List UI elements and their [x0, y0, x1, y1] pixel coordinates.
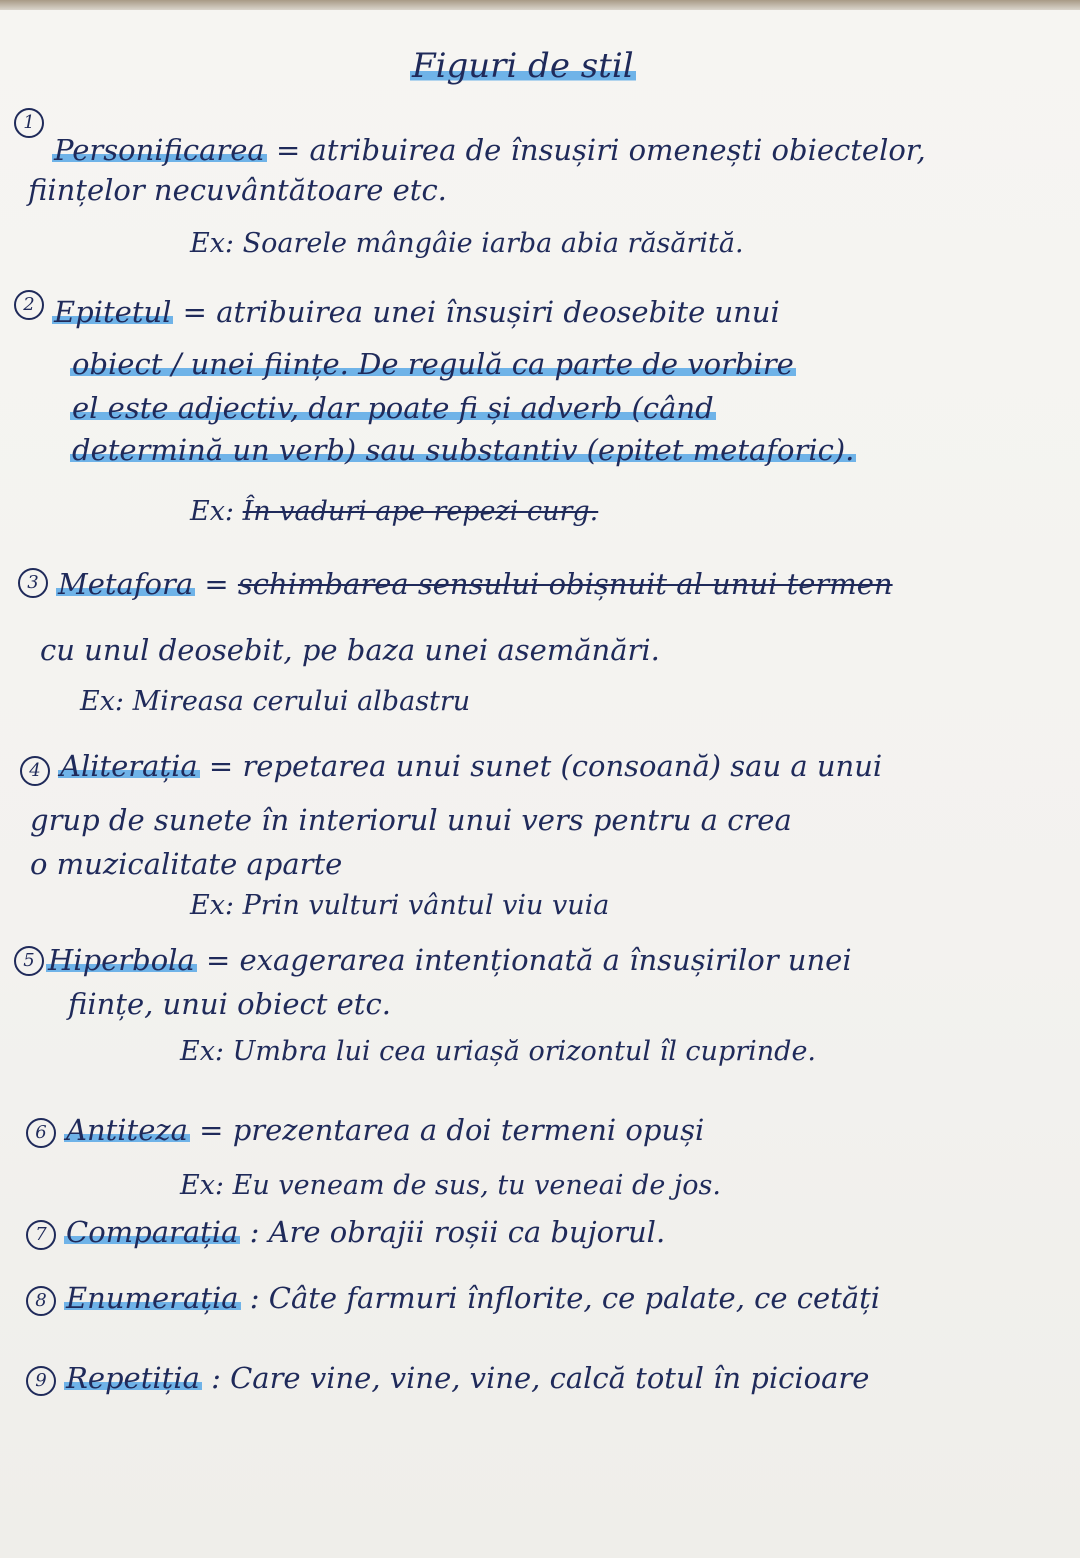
example-label: Ex: — [180, 1036, 225, 1067]
item-number-3: 3 — [18, 568, 48, 598]
page-title — [410, 48, 636, 84]
item-4-definition-3: o muzicalitate aparte — [30, 847, 343, 881]
item-1-sep: = — [275, 133, 301, 167]
example-label: Ex: — [80, 686, 125, 717]
item-1-example-line — [190, 226, 744, 262]
item-3-term: Metafora — [58, 567, 194, 601]
item-1-line-1 — [52, 132, 926, 168]
example-label: Ex: — [180, 1170, 225, 1201]
item-7-line-1 — [64, 1214, 665, 1250]
item-6-line-1 — [64, 1112, 704, 1148]
item-4-sep: = — [208, 749, 234, 783]
item-number-6: 6 — [26, 1118, 56, 1148]
item-2-example: În vaduri ape repezi curg. — [242, 496, 599, 527]
item-6-example: Eu veneam de sus, tu veneai de jos. — [232, 1170, 721, 1201]
item-2-example-line — [190, 494, 598, 530]
item-number-8: 8 — [26, 1286, 56, 1316]
item-2-sep: = — [182, 295, 207, 329]
item-4-line-1 — [58, 748, 882, 784]
item-2-definition-1: atribuirea unei însușiri deosebite unui — [216, 295, 780, 329]
item-2-term: Epitetul — [54, 295, 172, 329]
item-5-term: Hiperbola — [48, 943, 195, 977]
item-4-definition-2: grup de sunete în interiorul unui vers pentru a crea — [30, 803, 792, 837]
item-3-definition-2: cu unul deosebit, pe baza unei asemănări. — [40, 633, 660, 667]
item-5-definition-2: ființe, unui obiect etc. — [68, 987, 391, 1021]
item-4-definition-1: repetarea unui sunet (consoană) sau a unui — [242, 749, 883, 783]
item-4-example: Prin vulturi vântul viu vuia — [242, 890, 610, 921]
item-3-definition-1: schimbarea sensului obișnuit al unui termen — [237, 567, 893, 601]
item-3-example-line — [80, 684, 470, 720]
item-number-5: 5 — [14, 946, 44, 976]
item-number-1: 1 — [14, 108, 44, 138]
item-5-definition-1: exagerarea intenționată a însușirilor unei — [239, 943, 852, 977]
item-5-sep: = — [205, 943, 231, 977]
item-4-example-line — [190, 888, 609, 924]
item-3-sep: = — [204, 567, 229, 601]
item-3-line-1 — [56, 566, 893, 602]
item-6-example-line — [180, 1168, 721, 1204]
item-1-definition-2: ființelor necuvântătoare etc. — [28, 173, 447, 207]
item-6-sep: = — [199, 1113, 224, 1147]
item-2-definition-2-text: obiect / unei ființe. De regulă ca parte de vorbire — [72, 347, 794, 381]
item-number-9: 9 — [26, 1366, 56, 1396]
item-9-definition-1: Care vine, vine, vine, calcă totul în picioare — [230, 1361, 870, 1395]
item-1-example: Soarele mângâie iarba abia răsărită. — [242, 228, 744, 259]
item-2-definition-4 — [70, 432, 856, 468]
item-4-term: Aliterația — [60, 749, 198, 783]
item-9-sep: : — [211, 1361, 221, 1395]
item-8-line-1 — [64, 1280, 880, 1316]
item-7-sep: : — [249, 1215, 260, 1249]
page-edge — [0, 0, 1080, 10]
item-5-example-line — [180, 1034, 816, 1070]
item-6-term: Antiteza — [66, 1113, 188, 1147]
item-8-term: Enumerația — [66, 1281, 239, 1315]
example-label: Ex: — [190, 228, 235, 259]
item-2-definition-2 — [70, 346, 796, 382]
item-2-definition-3-text: el este adjectiv, dar poate fi și adverb (când — [72, 391, 714, 425]
item-5-line-1 — [46, 942, 852, 978]
item-1-definition-1: atribuirea de însușiri omenești obiectelor, — [309, 133, 926, 167]
title-text: Figuri de stil — [412, 46, 634, 86]
item-7-definition-1: Are obrajii roșii ca bujorul. — [268, 1215, 666, 1249]
item-2-definition-4-text: determină un verb) sau substantiv (epitet metaforic). — [72, 433, 855, 467]
item-2-line-1 — [52, 294, 780, 330]
item-1-term: Personificarea — [54, 133, 265, 167]
item-9-line-1 — [64, 1360, 869, 1396]
item-7-term: Comparația — [66, 1215, 239, 1249]
item-number-4: 4 — [20, 756, 50, 786]
item-2-definition-3 — [70, 390, 716, 426]
example-label: Ex: — [190, 890, 235, 921]
item-number-2: 2 — [14, 290, 44, 320]
item-5-example: Umbra lui cea uriașă orizontul îl cuprinde. — [232, 1036, 817, 1067]
item-8-sep: : — [249, 1281, 260, 1315]
item-9-term: Repetiția — [66, 1361, 200, 1395]
item-number-7: 7 — [26, 1220, 56, 1250]
item-6-definition-1: prezentarea a doi termeni opuși — [232, 1113, 705, 1147]
example-label: Ex: — [190, 496, 235, 527]
item-3-example: Mireasa cerului albastru — [132, 686, 471, 717]
item-8-definition-1: Câte farmuri înflorite, ce palate, ce cetăți — [268, 1281, 881, 1315]
